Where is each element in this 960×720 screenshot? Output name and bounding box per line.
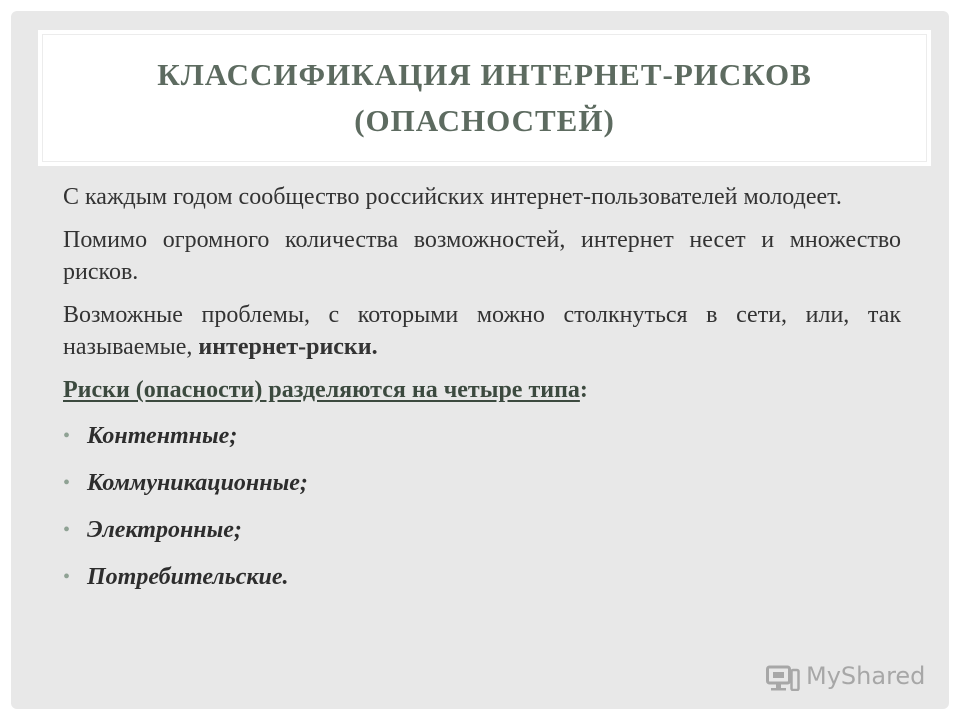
paragraph-3-text: Возможные проблемы, с которыми можно столкнуться в сети, или, так называемые,: [63, 302, 901, 360]
slide-body: [63, 181, 901, 608]
bullet-icon: •: [63, 425, 71, 447]
title-line-1: КЛАССИФИКАЦИЯ ИНТЕРНЕТ-РИСКОВ: [157, 57, 812, 92]
paragraph-3: [63, 299, 901, 363]
bullet-icon: •: [63, 519, 71, 541]
bullet-icon: •: [63, 472, 71, 494]
risk-type-label: Электронные;: [87, 517, 242, 543]
risks-heading: [63, 374, 901, 406]
risk-type-label: Коммуникационные;: [87, 470, 308, 496]
watermark-text: MyShared: [806, 662, 926, 690]
risks-heading-text: Риски (опасности) разделяются на четыре типа: [63, 377, 580, 403]
paragraph-2: Помимо огромного количества возможностей, интернет несет и множество рисков.: [63, 227, 901, 285]
list-item: [63, 420, 901, 452]
bullet-icon: •: [63, 566, 71, 588]
list-item: [63, 467, 901, 499]
title-line-2: (ОПАСНОСТЕЙ): [354, 103, 615, 138]
slide-title: [157, 52, 812, 144]
paragraph-3-bold: интернет-риски.: [198, 334, 378, 360]
list-item: [63, 561, 901, 593]
risk-types-list: [63, 420, 901, 593]
paragraph-1: С каждым годом сообщество российских интернет-пользователей молодеет.: [63, 184, 842, 210]
slide: [11, 11, 949, 709]
myshared-watermark: [766, 656, 925, 696]
list-item: [63, 514, 901, 546]
myshared-logo-icon: [766, 661, 800, 691]
risks-heading-colon: :: [579, 377, 588, 403]
title-box: [38, 30, 931, 166]
risk-type-label: Потребительские.: [87, 564, 289, 590]
title-frame: [42, 34, 927, 162]
risk-type-label: Контентные;: [87, 423, 238, 449]
